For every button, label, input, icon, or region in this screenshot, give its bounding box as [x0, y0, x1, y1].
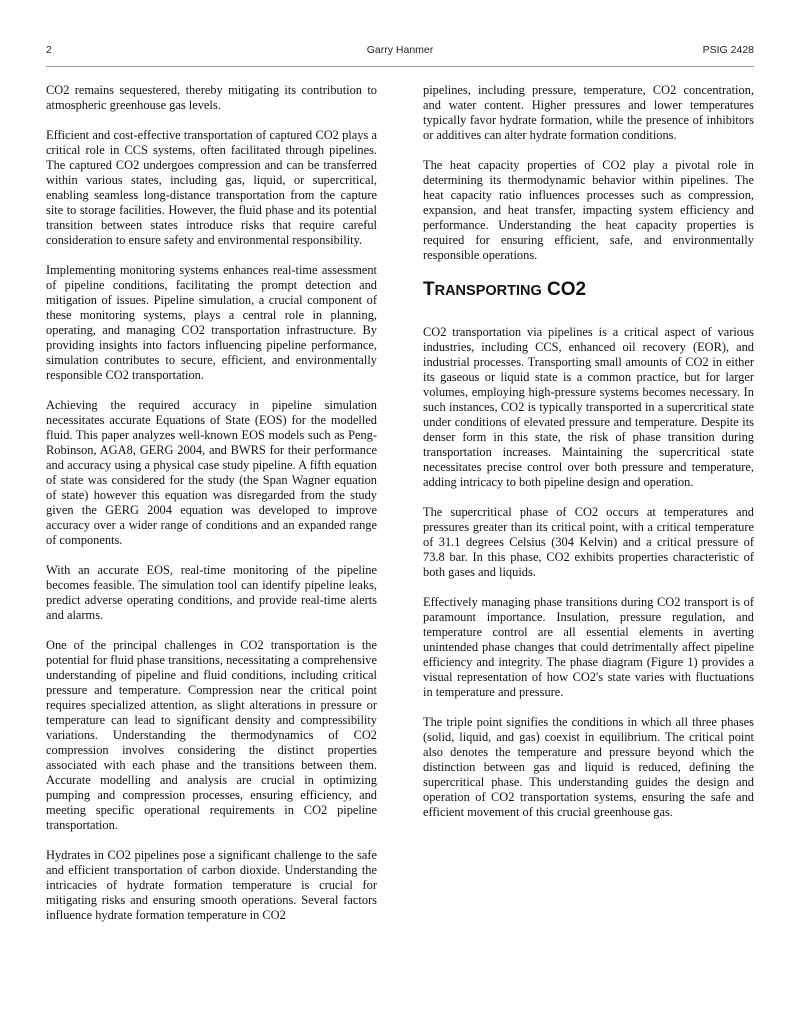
author-name: Garry Hanmer — [366, 44, 434, 56]
paragraph: pipelines, including pressure, temperature, CO2 concentration, and water content. Higher pressures and lower temperatures typically favor hydrate formation, while the presence of inhibitors or additives can alter hydrate formation conditions. — [423, 83, 754, 142]
document-id: PSIG 2428 — [702, 44, 754, 56]
section-heading-rest: RANSPORTING — [434, 283, 542, 299]
section-heading-suffix: CO2 — [541, 279, 587, 300]
paragraph: Implementing monitoring systems enhances real-time assessment of pipeline conditions, facilitating the prompt detection and mitigation of issues. Pipeline simulation, a crucial component of these monitoring systems, plays a central role in planning, operating, and managing CO2 transportation infrastructure. By providing insights into factors influencing pipeline performance, simulation contributes to secure, efficient, and environmentally responsible CO2 transportation. — [46, 263, 377, 382]
section-heading — [423, 278, 754, 303]
section-heading-initial: T — [423, 279, 435, 300]
paragraph: With an accurate EOS, real-time monitoring of the pipeline becomes feasible. The simulation tool can identify pipeline leaks, predict adverse operating conditions, and provide real-time alerts and alarms. — [46, 563, 377, 622]
header-divider — [46, 66, 754, 67]
paragraph: Effectively managing phase transitions during CO2 transport is of paramount importance. Insulation, pressure regulation, and temperature control are all essential elements in averting unintended phase changes that could detrimentally affect pipeline efficiency and integrity. The phase diagram (Figure 1) provides a visual representation of how CO2's state varies with fluctuations in temperature and pressure. — [423, 595, 754, 699]
paragraph: One of the principal challenges in CO2 transportation is the potential for fluid phase transitions, necessitating a comprehensive understanding of pipeline and fluid conditions, including critical pressure and temperature. Compression near the critical point requires specialized attention, as slight alterations in pressure or temperature can lead to significant density and compressibility variations. Understanding the thermodynamics of CO2 compression involves considering the distinct properties associated with each phase and the transitions between them. Accurate modelling and analysis are crucial in optimizing pumping and compression processes, ensuring efficiency, and meeting specific operational requirements in CO2 pipeline transportation. — [46, 638, 377, 832]
paragraph: Achieving the required accuracy in pipeline simulation necessitates accurate Equations of State (EOS) for the modelled fluid. This paper analyzes well-known EOS models such as Peng-Robinson, AGA8, GERG 2004, and BWRS for their performance and accuracy using a physical case study pipeline. A fifth equation of state was considered for the study (the Span Wagner equation of state) however this equation was disregarded from the study given the GERG 2004 equation was developed to improve accuracy over a wider range of conditions and an expanded range of components. — [46, 398, 377, 547]
paragraph: Hydrates in CO2 pipelines pose a significant challenge to the safe and efficient transportation of carbon dioxide. Understanding the intricacies of hydrate formation temperature is crucial for mitigating risks and ensuring smooth operations. Several factors influence hydrate formation temperature in CO2 — [46, 848, 377, 922]
paragraph: The supercritical phase of CO2 occurs at temperatures and pressures greater than its critical point, with a critical temperature of 31.1 degrees Celsius (304 Kelvin) and a critical pressure of 73.8 bar. In this phase, CO2 exhibits properties characteristic of both gases and liquids. — [423, 505, 754, 579]
paragraph: CO2 remains sequestered, thereby mitigating its contribution to atmospheric greenhouse gas levels. — [46, 83, 377, 112]
paragraph: The triple point signifies the conditions in which all three phases (solid, liquid, and gas) coexist in equilibrium. The critical point also denotes the temperature and pressure beyond which the distinction between gas and liquid is reduced, defining the supercritical phase. This understanding guides the design and operation of CO2 transportation systems, ensuring the safe and efficient movement of this crucial greenhouse gas. — [423, 715, 754, 819]
paragraph: CO2 transportation via pipelines is a critical aspect of various industries, including CCS, enhanced oil recovery (EOR), and industrial processes. Transporting small amounts of CO2 in either its gaseous or liquid state is a common practice, but for larger volumes, employing high-pressure systems becomes necessary. In such instances, CO2 is typically transported in a supercritical state under conditions of elevated pressure and temperature. Despite its denser form in this state, the risk of phase transition during transportation increases. Maintaining the supercritical state necessitates precise control over both pressure and temperature, adding intricacy to both pipeline design and operation. — [423, 325, 754, 489]
right-column — [423, 83, 754, 835]
page-header — [46, 44, 754, 62]
left-column — [46, 83, 377, 938]
paragraph: The heat capacity properties of CO2 play a pivotal role in determining its thermodynamic behavior within pipelines. The heat capacity ratio influences processes such as compression, expansion, and heat transfer, impacting system efficiency and performance. Understanding the heat capacity properties is required for ensuring efficient, safe, and environmentally responsible operations. — [423, 158, 754, 262]
page-number: 2 — [46, 44, 52, 56]
paragraph: Efficient and cost-effective transportation of captured CO2 plays a critical role in CCS systems, often facilitated through pipelines. The captured CO2 undergoes compression and can be transferred within various states, including gas, liquid, or supercritical, enabling seamless long-distance transportation from the capture site to storage facilities. However, the fluid phase and its potential transition between states introduce risks that require careful consideration to ensure safety and environmental responsibility. — [46, 128, 377, 247]
